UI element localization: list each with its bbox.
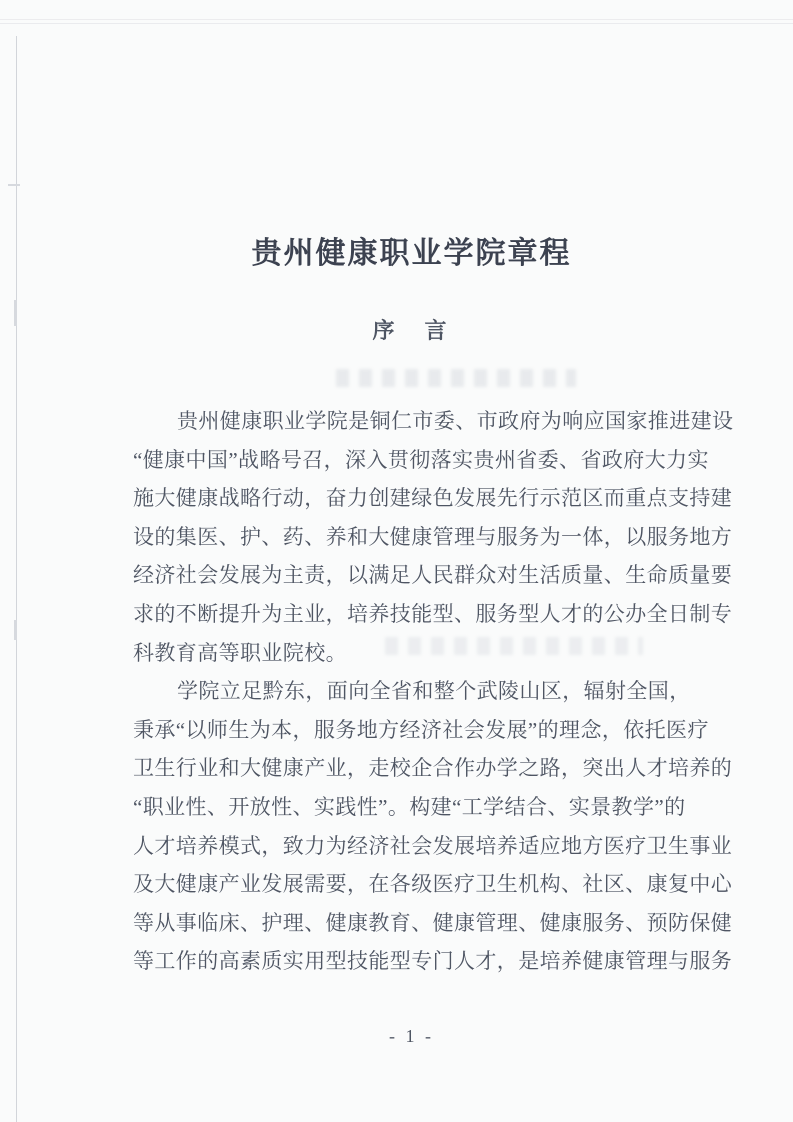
body-text-line: 及大健康产业发展需要，在各级医疗卫生机构、社区、康复中心: [133, 872, 733, 897]
paper-edge-mark: [14, 620, 17, 640]
preface-heading: 序 言: [372, 318, 451, 343]
paper-edge-mark: [14, 300, 17, 326]
body-text-line: 人才培养模式，致力为经济社会发展培养适应地方医疗卫生事业: [133, 833, 733, 858]
document-title: 贵州健康职业学院章程: [251, 237, 572, 270]
body-text-line: “职业性、开放性、实践性”。构建“工学结合、实景教学”的: [133, 794, 686, 819]
body-text-line: 等工作的高素质实用型技能型专门人才，是培养健康管理与服务: [133, 949, 733, 974]
paper-edge-mark: [8, 184, 20, 186]
body-text-line: 等从事临床、护理、健康教育、健康管理、健康服务、预防保健: [133, 910, 733, 935]
body-text-line: 秉承“以师生为本，服务地方经济社会发展”的理念，依托医疗: [133, 717, 709, 742]
body-text-block: [133, 402, 734, 981]
body-text-line: 科教育高等职业院校。: [133, 640, 347, 665]
body-text-line: “健康中国”战略号召，深入贯彻落实贵州省委、省政府大力实: [133, 447, 709, 472]
body-text-line: 设的集医、护、药、养和大健康管理与服务为一体，以服务地方: [133, 524, 733, 549]
body-text-line: 学院立足黔东，面向全省和整个武陵山区，辐射全国，: [177, 679, 691, 704]
scan-artifact-top-line: [0, 19, 793, 20]
paper-torn-edge: [16, 36, 17, 1122]
body-text-line: 求的不断提升为主业，培养技能型、服务型人才的公办全日制专: [133, 601, 733, 626]
bleedthrough-artifact: [336, 369, 576, 387]
page-number: - 1 -: [389, 1026, 434, 1046]
body-text-line: 贵州健康职业学院是铜仁市委、市政府为响应国家推进建设: [177, 409, 734, 433]
body-text-line: 卫生行业和大健康产业，走校企合作办学之路，突出人才培养的: [133, 756, 733, 781]
body-text-line: 经济社会发展为主责，以满足人民群众对生活质量、生命质量要: [133, 563, 733, 588]
body-text-line: 施大健康战略行动，奋力创建绿色发展先行示范区而重点支持建: [133, 486, 733, 511]
